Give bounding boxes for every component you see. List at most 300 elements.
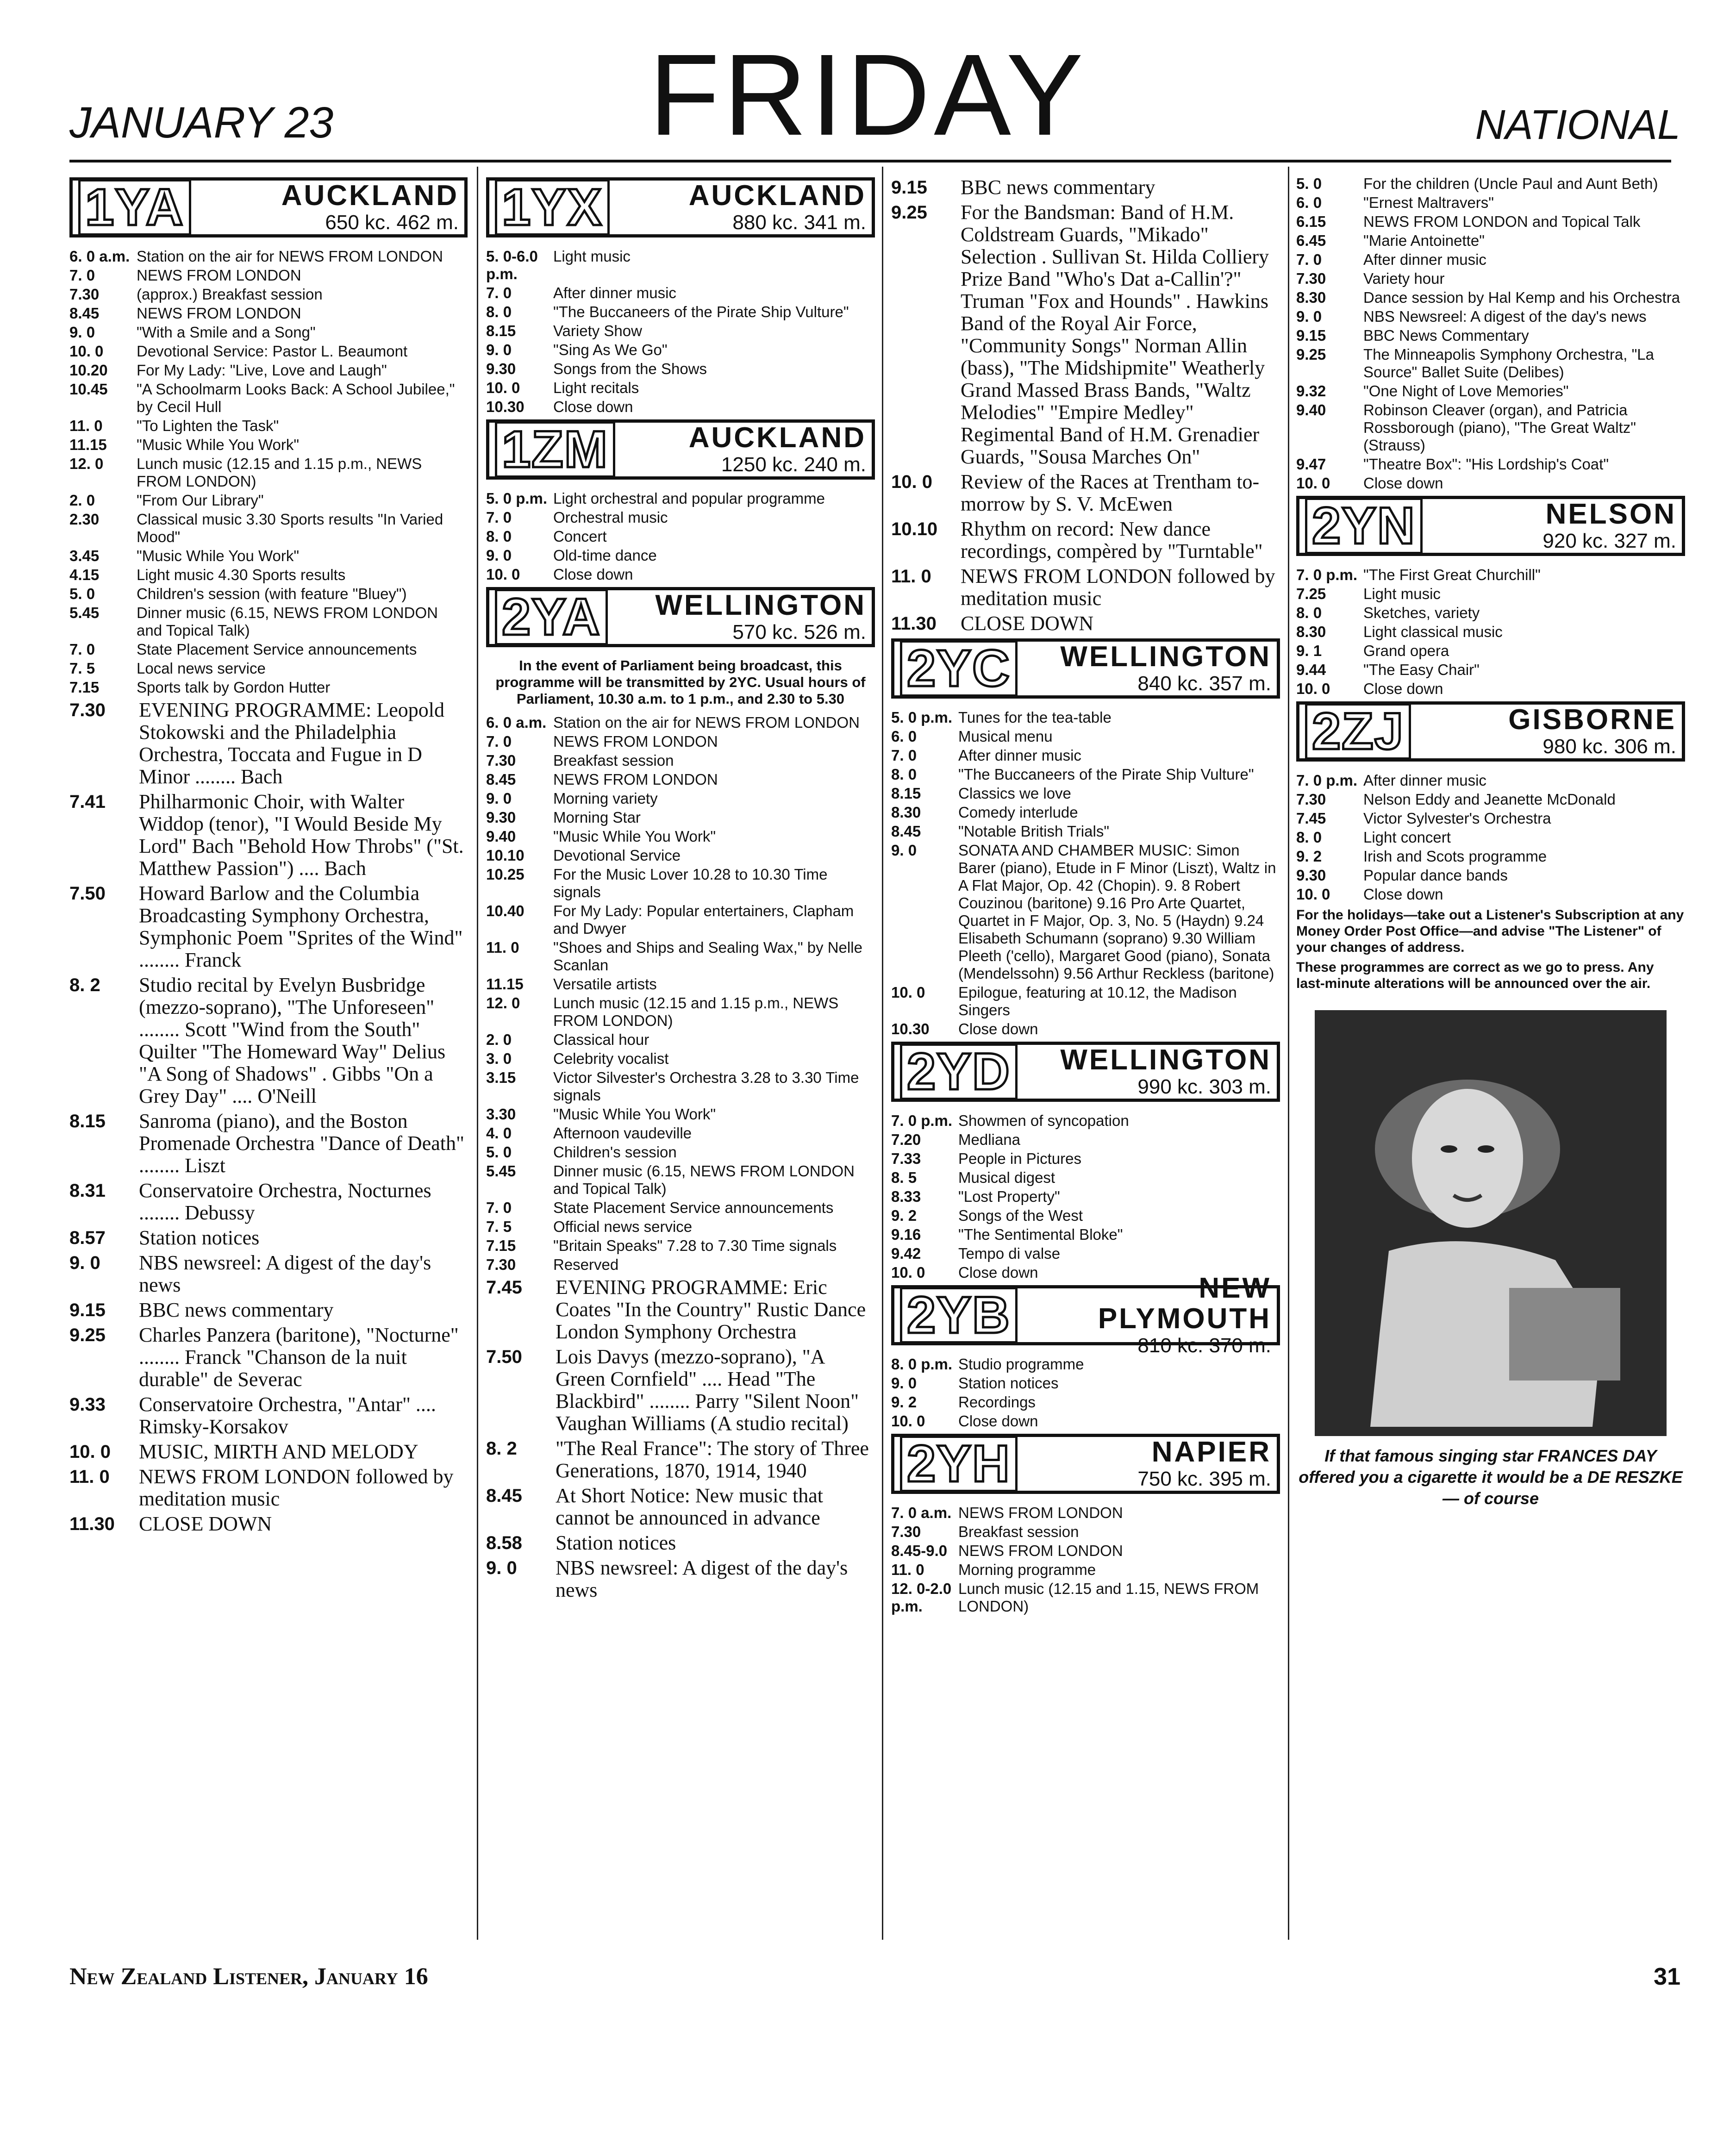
programme-description: BBC news commentary	[961, 176, 1155, 199]
programme-description: (approx.) Breakfast session	[137, 286, 323, 303]
programme-description: "Ernest Maltravers"	[1363, 194, 1494, 211]
programme-item	[486, 1199, 875, 1217]
programme-item	[486, 828, 875, 845]
station-header-1yx	[486, 177, 875, 237]
programme-time: 7.30	[69, 286, 100, 303]
column-divider	[477, 167, 478, 1940]
programme-item	[1296, 680, 1685, 698]
programme-description: "The Buccaneers of the Pirate Ship Vulture"	[958, 766, 1254, 783]
programme-time: 12. 0	[69, 455, 104, 472]
programme-item	[69, 343, 468, 360]
programme-item	[891, 1188, 1280, 1206]
programme-time: 9. 0	[69, 324, 95, 341]
programme-item	[891, 1523, 1280, 1541]
programme-description: Light classical music	[1363, 623, 1503, 640]
programme-time: 9.25	[1296, 346, 1326, 363]
programme-item	[486, 1162, 875, 1198]
programme-description: "Music While You Work"	[137, 547, 300, 564]
programme-time: 10. 0	[1296, 475, 1330, 492]
station-city: AUCKLAND	[688, 180, 866, 212]
programme-time: 8. 0	[486, 528, 512, 545]
programme-item	[1296, 867, 1685, 884]
programme-description: State Placement Service announcements	[137, 641, 417, 658]
programme-time: 8.15	[486, 322, 516, 339]
page-day-title: FRIDAY	[649, 30, 1087, 159]
programme-description: Songs from the Shows	[553, 360, 707, 377]
programme-description: "Lost Property"	[958, 1188, 1060, 1205]
station-header-1ya	[69, 177, 468, 237]
programme-description: Songs of the West	[958, 1207, 1083, 1224]
programme-time: 11. 0	[69, 1467, 110, 1487]
station-info	[1026, 642, 1271, 695]
station-header-2yn	[1296, 496, 1685, 556]
programme-item	[486, 528, 875, 545]
programme-time: 7. 5	[69, 660, 95, 677]
programme-description: Devotional Service	[553, 847, 681, 864]
station-header-2yc	[891, 638, 1280, 699]
programme-description: "Music While You Work"	[553, 828, 716, 845]
programme-time: 9.40	[486, 828, 516, 845]
programme-item	[486, 847, 875, 864]
programme-time: 12. 0	[486, 994, 520, 1012]
programme-item	[486, 1557, 875, 1601]
programme-item	[69, 1299, 468, 1321]
programme-item	[891, 471, 1280, 515]
programme-description: Nelson Eddy and Jeanette McDonald	[1363, 791, 1616, 808]
programme-item	[891, 1580, 1280, 1615]
station-city: AUCKLAND	[281, 180, 459, 212]
programme-time: 7.50	[486, 1347, 522, 1367]
station-frequency: 1250 kc. 240 m.	[721, 453, 866, 476]
programme-description: "Britain Speaks" 7.28 to 7.30 Time signals	[553, 1237, 837, 1254]
programme-item	[1296, 772, 1685, 789]
station-callsign: 1YA	[78, 179, 191, 236]
programme-time: 6. 0 a.m.	[69, 248, 130, 265]
programme-description: "To Lighten the Task"	[137, 417, 279, 434]
programme-description: EVENING PROGRAMME: Leopold Stokowski and the Philadelphia Orchestra, Toccata and Fugue in D Minor ........ Bach	[139, 699, 444, 788]
programme-item	[69, 362, 468, 379]
station-header-2zj	[1296, 701, 1685, 762]
programme-item	[891, 709, 1280, 726]
programme-time: 8. 2	[69, 975, 100, 995]
station-frequency: 880 kc. 341 m.	[732, 211, 866, 234]
programme-time: 11.30	[891, 613, 937, 634]
programme-description: Review of the Races at Trentham to-morrow by S. V. McEwen	[961, 470, 1260, 515]
programme-description: Orchestral music	[553, 509, 668, 526]
programme-time: 9. 1	[1296, 642, 1322, 659]
programme-item	[69, 699, 468, 788]
station-frequency: 570 kc. 526 m.	[732, 621, 866, 643]
programme-item	[69, 679, 468, 696]
programme-item	[69, 566, 468, 584]
programme-item	[69, 1466, 468, 1510]
station-frequency: 750 kc. 395 m.	[1137, 1468, 1271, 1490]
programme-description: "Theatre Box": "His Lordship's Coat"	[1363, 456, 1609, 473]
programme-time: 10. 0	[69, 1442, 111, 1462]
programme-time: 10.20	[69, 362, 108, 379]
programme-item	[891, 785, 1280, 802]
programme-time: 9. 0	[69, 1253, 100, 1273]
programme-item	[891, 1412, 1280, 1430]
programme-time: 8.45	[891, 823, 921, 840]
programme-item	[486, 1437, 875, 1482]
programme-item	[486, 284, 875, 302]
programme-description: Dance session by Hal Kemp and his Orchestra	[1363, 289, 1680, 306]
programme-time: 9.15	[69, 1300, 106, 1320]
programme-time: 7.30	[1296, 270, 1326, 287]
programme-item	[486, 398, 875, 416]
station-frequency: 810 kc. 370 m.	[1137, 1334, 1271, 1357]
programme-description: Close down	[1363, 475, 1443, 492]
programme-item	[486, 1532, 875, 1554]
programme-item	[891, 1020, 1280, 1038]
programme-time: 7.30	[1296, 791, 1326, 808]
programme-item	[891, 612, 1280, 635]
programme-time: 9.47	[1296, 456, 1326, 473]
station-city: WELLINGTON	[1060, 1044, 1271, 1076]
programme-description: Studio programme	[958, 1356, 1084, 1373]
programme-item	[1296, 213, 1685, 231]
programme-time: 4. 0	[486, 1124, 512, 1142]
programme-item	[69, 305, 468, 322]
programme-description: CLOSE DOWN	[961, 612, 1094, 635]
programme-time: 5. 0	[69, 585, 95, 602]
programme-description: Lunch music (12.15 and 1.15 p.m., NEWS FROM LONDON)	[137, 455, 422, 490]
programme-description: Popular dance bands	[1363, 867, 1508, 884]
station-header-2ya	[486, 587, 875, 647]
programme-time: 6. 0	[1296, 194, 1322, 211]
programme-description: NEWS FROM LONDON and Topical Talk	[1363, 213, 1641, 230]
programme-item	[69, 604, 468, 639]
programme-item	[891, 1112, 1280, 1130]
programme-description: "Shoes and Ships and Sealing Wax," by Nelle Scanlan	[553, 939, 862, 974]
programme-item	[1296, 382, 1685, 400]
programme-description: SONATA AND CHAMBER MUSIC: Simon Barer (piano), Etude in F Minor (Liszt), Waltz in A Flat Major, Op. 42 (Chopin). 9. 8 Robert Couzinou (baritone) 9.16 Pro Arte Quartet, Quartet in F Major, Op. 3, No. 5 (Haydn) 9.24 Elisabeth Schumann (soprano) 9.30 William Pleeth ('cello), Margaret Good (piano), Sonata (Mendelssohn) 9.56 Arthur Reckless (baritone)	[958, 842, 1276, 982]
programme-time: 8. 0	[1296, 829, 1322, 846]
programme-item	[486, 994, 875, 1030]
programme-description: Dinner music (6.15, NEWS FROM LONDON and Topical Talk)	[553, 1162, 855, 1197]
programme-time: 9.15	[1296, 327, 1326, 344]
station-info	[1419, 705, 1676, 758]
programme-description: Robinson Cleaver (organ), and Patricia Rossborough (piano), "The Great Waltz" (Strauss)	[1363, 401, 1636, 454]
station-info	[1026, 1437, 1271, 1491]
station-callsign: 2YC	[900, 640, 1018, 697]
programme-description: "Marie Antoinette"	[1363, 232, 1485, 249]
programme-time: 8. 0	[891, 766, 917, 783]
programme-description: Epilogue, featuring at 10.12, the Madison Singers	[958, 984, 1237, 1018]
programme-item	[486, 303, 875, 321]
programme-item	[69, 791, 468, 880]
programme-time: 9. 0	[891, 842, 917, 859]
column-4	[1296, 174, 1685, 1933]
programme-time: 2.30	[69, 511, 100, 528]
programme-time: 9. 0	[486, 790, 512, 807]
programme-item	[486, 1050, 875, 1068]
station-callsign: 1ZM	[495, 421, 615, 478]
programme-time: 3. 0	[486, 1050, 512, 1067]
programme-time: 9. 0	[486, 547, 512, 564]
programme-description: Morning programme	[958, 1561, 1096, 1578]
programme-description: Victor Silvester's Orchestra 3.28 to 3.30 Time signals	[553, 1069, 859, 1104]
programme-description: Variety Show	[553, 322, 642, 339]
programme-description: NEWS FROM LONDON followed by meditation music	[961, 565, 1275, 610]
programme-item	[69, 1393, 468, 1438]
programme-item	[1296, 327, 1685, 344]
programme-description: Medliana	[958, 1131, 1020, 1148]
programme-item	[486, 1276, 875, 1343]
programme-description: "Music While You Work"	[137, 436, 300, 453]
programme-item	[486, 1106, 875, 1123]
programme-description: Studio recital by Evelyn Busbridge (mezzo-soprano), "The Unforeseen" ........ Scott "Wind from the South" Quilter "The Homeward Way" Delius "A Song of Shadows" . Gibbs "On a Grey Day" .... O'Neill	[139, 974, 446, 1107]
programme-description: People in Pictures	[958, 1150, 1081, 1167]
programme-time: 7. 0 p.m.	[1296, 566, 1358, 583]
station-callsign: 2YH	[900, 1436, 1018, 1492]
programme-description: After dinner music	[958, 747, 1081, 764]
programme-time: 7. 0	[69, 641, 95, 658]
programme-time: 5.45	[486, 1162, 516, 1180]
programme-time: 9. 0	[891, 1374, 917, 1392]
programme-description: Variety hour	[1363, 270, 1445, 287]
programme-description: MUSIC, MIRTH AND MELODY	[139, 1440, 418, 1463]
programme-description: For My Lady: Popular entertainers, Clapham and Dwyer	[553, 902, 854, 937]
editorial-note: For the holidays—take out a Listener's Subscription at any Money Order Post Office—and advise "The Listener" of your changes of address.	[1296, 907, 1684, 955]
programme-time: 9.33	[69, 1394, 106, 1415]
footer-publication: New Zealand Listener, January 16	[69, 1963, 428, 1990]
programme-item	[69, 381, 468, 416]
programme-item	[891, 1245, 1280, 1262]
programme-description: Celebrity vocalist	[553, 1050, 669, 1067]
programme-description: "The First Great Churchill"	[1363, 566, 1541, 583]
programme-time: 10. 0	[891, 1264, 925, 1281]
programme-time: 9.16	[891, 1226, 921, 1243]
programme-description: NEWS FROM LONDON	[958, 1542, 1123, 1559]
programme-description: Grand opera	[1363, 642, 1449, 659]
programme-item	[891, 728, 1280, 745]
station-callsign: 2YB	[900, 1287, 1018, 1343]
programme-time: 8.30	[891, 804, 921, 821]
programme-time: 8.30	[1296, 623, 1326, 640]
programme-item	[891, 804, 1280, 821]
programme-item	[1296, 810, 1685, 827]
programme-item	[1296, 346, 1685, 381]
programme-description: Close down	[958, 1264, 1038, 1281]
programme-description: NEWS FROM LONDON	[137, 305, 301, 322]
programme-time: 8. 0	[1296, 604, 1322, 621]
programme-item	[891, 1393, 1280, 1411]
programme-description: Morning Star	[553, 809, 641, 826]
programme-item	[486, 1143, 875, 1161]
programme-time: 8. 5	[891, 1169, 917, 1186]
programme-item	[69, 417, 468, 435]
programme-time: 7. 0	[486, 733, 512, 750]
programme-time: 6.45	[1296, 232, 1326, 249]
station-frequency: 990 kc. 303 m.	[1137, 1075, 1271, 1098]
programme-description: "With a Smile and a Song"	[137, 324, 316, 341]
programme-description: Close down	[1363, 680, 1443, 697]
programme-description: Station on the air for NEWS FROM LONDON	[137, 248, 443, 265]
programme-description: Close down	[958, 1412, 1038, 1430]
programme-item	[69, 1324, 468, 1391]
programme-description: NEWS FROM LONDON	[553, 733, 718, 750]
programme-time: 10. 0	[1296, 886, 1330, 903]
programme-time: 10. 0	[891, 1412, 925, 1430]
programme-time: 7. 0	[486, 1199, 512, 1216]
programme-time: 10.30	[486, 398, 525, 415]
programme-time: 7.45	[1296, 810, 1326, 827]
programme-description: Light music	[1363, 585, 1441, 602]
programme-description: NBS newsreel: A digest of the day's news	[139, 1251, 431, 1296]
editorial-note: These programmes are correct as we go to press. Any last-minute alterations will be announced over the air.	[1296, 960, 1654, 991]
programme-time: 10.45	[69, 381, 108, 398]
programme-item	[69, 248, 468, 265]
programme-item	[1296, 175, 1685, 193]
programme-description: After dinner music	[1363, 772, 1486, 789]
station-callsign: 1YX	[495, 179, 610, 236]
programme-time: 10. 0	[1296, 680, 1330, 697]
programme-item	[1296, 401, 1685, 454]
programme-item	[486, 902, 875, 937]
station-city: AUCKLAND	[688, 422, 866, 454]
programme-item	[1296, 456, 1685, 473]
programme-item	[891, 176, 1280, 199]
programme-time: 7. 0	[69, 267, 95, 284]
programme-time: 7. 0	[1296, 251, 1322, 268]
programme-item	[891, 1561, 1280, 1579]
programme-description: State Placement Service announcements	[553, 1199, 834, 1216]
programme-time: 11.30	[69, 1514, 115, 1534]
programme-description: Sanroma (piano), and the Boston Promenade Orchestra "Dance of Death" ........ Liszt	[139, 1110, 464, 1177]
programme-item	[486, 809, 875, 826]
page-number: 31	[1654, 1963, 1680, 1990]
programme-time: 7.15	[69, 679, 100, 696]
programme-time: 8.30	[1296, 289, 1326, 306]
programme-time: 10. 0	[69, 343, 104, 360]
programme-time: 7.20	[891, 1131, 921, 1148]
programme-item	[486, 771, 875, 788]
programme-description: NBS newsreel: A digest of the day's news	[556, 1556, 848, 1601]
programme-time: 8.45	[486, 771, 516, 788]
programme-description: "The Real France": The story of Three Generations, 1870, 1914, 1940	[556, 1437, 869, 1482]
programme-item	[486, 1256, 875, 1274]
programme-description: BBC News Commentary	[1363, 327, 1529, 344]
programme-description: Light orchestral and popular programme	[553, 490, 825, 507]
programme-description: Dinner music (6.15, NEWS FROM LONDON and Topical Talk)	[137, 604, 438, 639]
programme-item	[891, 1169, 1280, 1187]
programme-time: 9.30	[1296, 867, 1326, 884]
programme-item	[69, 436, 468, 454]
programme-description: Conservatoire Orchestra, Nocturnes ........ Debussy	[139, 1179, 431, 1224]
programme-description: Light recitals	[553, 379, 639, 396]
programme-item	[891, 1542, 1280, 1560]
programme-item	[486, 248, 875, 283]
programme-description: NEWS FROM LONDON followed by meditation music	[139, 1465, 454, 1510]
programme-time: 9.40	[1296, 401, 1326, 419]
station-info	[1026, 1273, 1271, 1357]
programme-item	[486, 939, 875, 974]
programme-time: 10.10	[486, 847, 525, 864]
programme-description: Close down	[958, 1020, 1038, 1037]
programme-item	[1296, 848, 1685, 865]
programme-time: 10.25	[486, 866, 525, 883]
programme-time: 7.30	[486, 752, 516, 769]
programme-description: Versatile artists	[553, 975, 657, 993]
programme-item	[69, 1441, 468, 1463]
programme-time: 4.15	[69, 566, 100, 583]
programme-time: 7. 0	[486, 509, 512, 526]
programme-time: 7. 0 p.m.	[891, 1112, 953, 1129]
station-city: WELLINGTON	[655, 589, 866, 621]
programme-time: 5.45	[69, 604, 100, 621]
programme-time: 10. 0	[891, 984, 925, 1001]
programme-item	[486, 360, 875, 378]
programme-time: 9.44	[1296, 661, 1326, 678]
programme-description: Classical hour	[553, 1031, 649, 1048]
programme-time: 8. 0	[486, 303, 512, 320]
programme-description: NBS Newsreel: A digest of the day's news	[1363, 308, 1647, 325]
programme-item	[891, 1504, 1280, 1522]
station-city: NEW PLYMOUTH	[1098, 1272, 1271, 1335]
programme-item	[891, 1207, 1280, 1224]
programme-description: Close down	[553, 566, 633, 583]
programme-time: 7.50	[69, 883, 106, 904]
programme-item	[69, 1227, 468, 1249]
programme-time: 9. 2	[891, 1207, 917, 1224]
programme-item	[486, 752, 875, 769]
station-callsign: 2YN	[1305, 498, 1423, 554]
station-info	[624, 423, 866, 476]
programme-time: 10.40	[486, 902, 525, 919]
programme-item	[1296, 604, 1685, 622]
programme-time: 7.30	[69, 700, 106, 720]
programme-time: 7. 5	[486, 1218, 512, 1235]
station-city: NELSON	[1545, 498, 1676, 530]
programme-item	[69, 585, 468, 603]
column-1	[69, 174, 468, 1933]
programme-item	[69, 286, 468, 303]
programme-description: Philharmonic Choir, with Walter Widdop (tenor), "I Would Beside My Lord" Bach "Behold How Throbs" ("St. Matthew Passion") .... Bach	[139, 790, 464, 880]
parliament-note: In the event of Parliament being broadcast, this programme will be transmitted by 2YC. Usual hours of Parliament, 10.30 a.m. to 1 p.m., and 2.30 to 5.30	[495, 657, 866, 707]
programme-time: 8.15	[891, 785, 921, 802]
column-divider	[882, 167, 883, 1940]
programme-time: 9.30	[486, 360, 516, 377]
programme-item	[69, 324, 468, 341]
programme-description: Light concert	[1363, 829, 1451, 846]
programme-description: CLOSE DOWN	[139, 1512, 272, 1535]
programme-description: "Music While You Work"	[553, 1106, 716, 1123]
programme-item	[891, 1374, 1280, 1392]
programme-item	[1296, 829, 1685, 846]
programme-item	[486, 1124, 875, 1142]
programme-item	[69, 1110, 468, 1177]
programme-time: 9. 2	[1296, 848, 1322, 865]
programme-item	[1296, 270, 1685, 287]
programme-time: 5. 0	[1296, 175, 1322, 192]
programme-item	[1296, 475, 1685, 492]
station-frequency: 980 kc. 306 m.	[1542, 735, 1676, 758]
programme-description: Lunch music (12.15 and 1.15, NEWS FROM LONDON)	[958, 1580, 1259, 1615]
programme-description: Afternoon vaudeville	[553, 1124, 692, 1142]
programme-item	[69, 882, 468, 971]
programme-time: 8.33	[891, 1188, 921, 1205]
programme-description: Sketches, variety	[1363, 604, 1480, 621]
programme-time: 7. 0 p.m.	[1296, 772, 1358, 789]
programme-item	[486, 547, 875, 564]
programme-time: 8.31	[69, 1181, 106, 1201]
programme-item	[486, 1218, 875, 1236]
station-frequency: 840 kc. 357 m.	[1137, 672, 1271, 695]
programme-description: Children's session (with feature "Bluey")	[137, 585, 407, 602]
programme-item	[69, 511, 468, 546]
